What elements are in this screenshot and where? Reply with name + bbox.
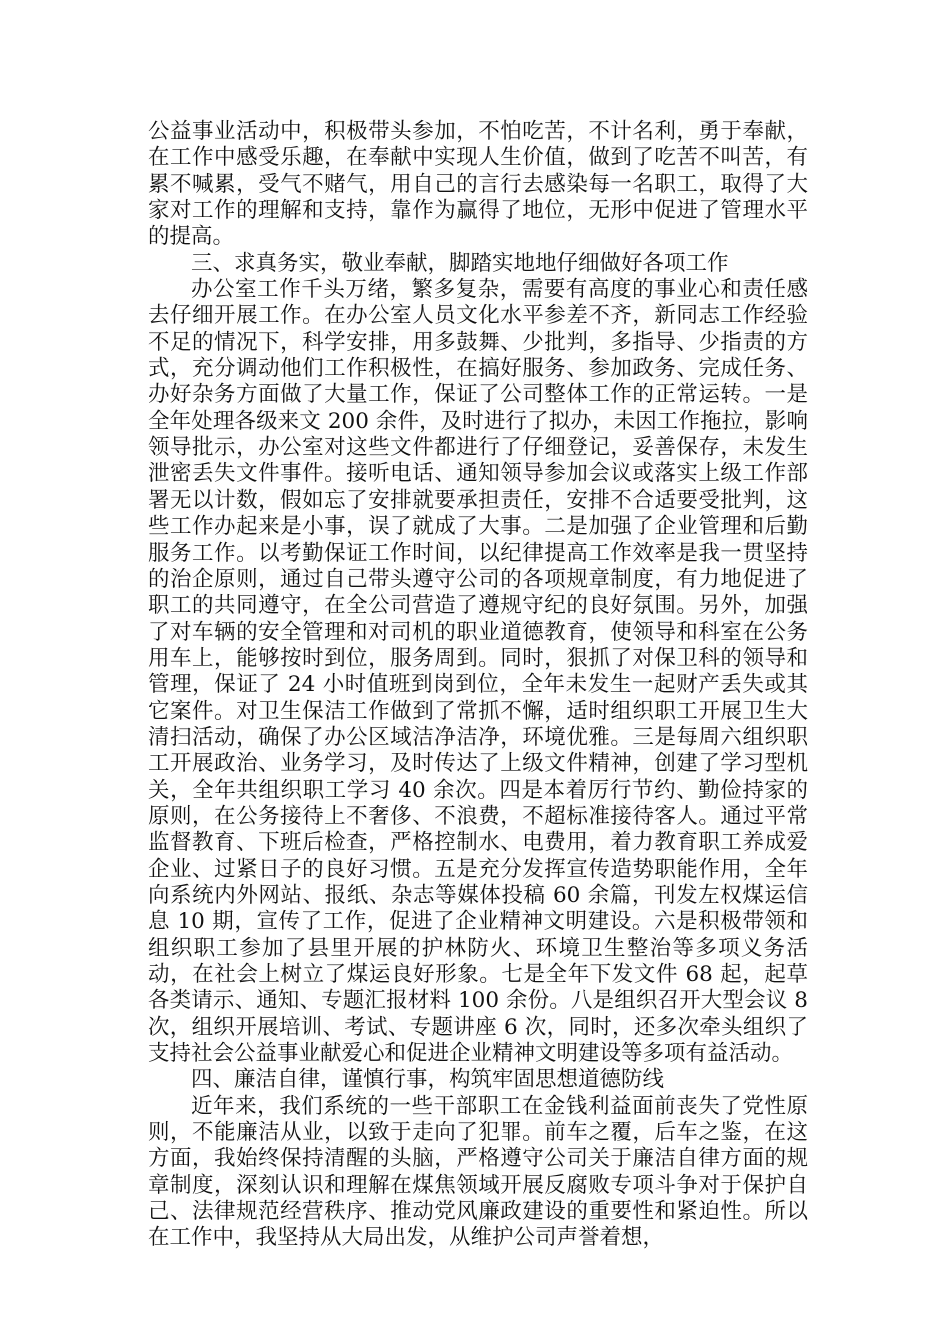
paragraph-continuation: 公益事业活动中，积极带头参加，不怕吃苦，不计名利，勇于奉献，在工作中感受乐趣，在奉献中实现人生价值，做到了吃苦不叫苦，有累不喊累，受气不赌气，用自己的言行去感染每一名职工，取得了大家对工作的理解和支持，靠作为赢得了地位，无形中促进了管理水平的提高。 bbox=[148, 119, 808, 250]
document-page bbox=[148, 119, 808, 1252]
paragraph-section-4-body: 近年来，我们系统的一些干部职工在金钱利益面前丧失了党性原则，不能廉洁从业，以致于走向了犯罪。前车之覆，后车之鉴，在这方面，我始终保持清醒的头脑，严格遵守公司关于廉洁自律方面的规章制度，深刻认识和理解在煤焦领域开展反腐败专项斗争对于保护自己、法律规范经营秩序、推动党风廉政建设的重要性和紧迫性。所以在工作中，我坚持从大局出发，从维护公司声誉着想， bbox=[148, 1093, 808, 1251]
section-heading-3: 三、求真务实，敬业奉献，脚踏实地地仔细做好各项工作 bbox=[191, 250, 729, 276]
paragraph-section-3-body: 办公室工作千头万绪，繁多复杂，需要有高度的事业心和责任感去仔细开展工作。在办公室人员文化水平参差不齐，新同志工作经验不足的情况下，科学安排，用多鼓舞、少批判，多指导、少指责的方式，充分调动他们工作积极性，在搞好服务、参加政务、完成任务、办好杂务方面做了大量工作，保证了公司整体工作的正常运转。一是全年处理各级来文 200 余件，及时进行了拟办，未因工作拖拉，影响领导批示，办公室对这些文件都进行了仔细登记，妥善保存，未发生泄密丢失文件事件。接听电话、通知领导参加会议或落实上级工作部署无以计数，假如忘了安排就要承担责任，安排不合适要受批判，这些工作办起来是小事，误了就成了大事。二是加强了企业管理和后勤服务工作。以考勤保证工作时间，以纪律提高工作效率是我一贯坚持的治企原则，通过自己带头遵守公司的各项规章制度，有力地促进了职工的共同遵守，在全公司营造了遵规守纪的良好氛围。另外，加强了对车辆的安全管理和对司机的职业道德教育，使领导和科室在公务用车上，能够按时到位，服务周到。同时，狠抓了对保卫科的领导和管理，保证了 24 小时值班到岗到位，全年未发生一起财产丢失或其它案件。对卫生保洁工作做到了常抓不懈，适时组织职工开展卫生大清扫活动，确保了办公区域洁净洁净，环境优雅。三是每周六组织职工开展政治、业务学习，及时传达了上级文件精神，创建了学习型机关，全年共组织职工学习 40 余次。四是本着厉行节约、勤俭持家的原则，在公务接待上不奢侈、不浪费，不超标准接待客人。通过平常监督教育、下班后检查，严格控制水、电费用，着力教育职工养成爱企业、过紧日子的良好习惯。五是充分发挥宣传造势职能作用，全年向系统内外网站、报纸、杂志等媒体投稿 60 余篇，刊发左权煤运信息 10 期，宣传了工作，促进了企业精神文明建设。六是积极带领和组织职工参加了县里开展的护林防火、环境卫生整治等多项义务活动，在社会上树立了煤运良好形象。七是全年下发文件 68 起，起草各类请示、通知、专题汇报材料 100 余份。八是组织召开大型会议 8 次，组织开展培训、考试、专题讲座 6 次，同时，还多次牵头组织了支持社会公益事业献爱心和促进企业精神文明建设等多项有益活动。 bbox=[148, 277, 808, 1067]
section-heading-4: 四、廉洁自律，谨慎行事，构筑牢固思想道德防线 bbox=[191, 1067, 665, 1093]
